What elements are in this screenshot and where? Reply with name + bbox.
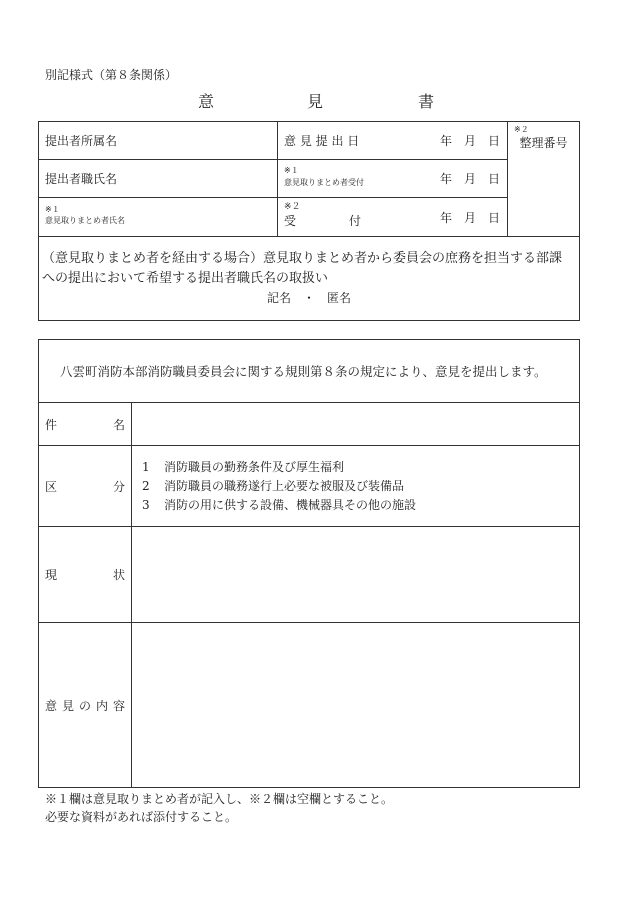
submission-date-cell (278, 122, 508, 160)
opinion-table (38, 339, 580, 788)
subject-label (39, 403, 132, 446)
day-unit: 日 (488, 134, 501, 148)
form-style-label: 別記様式（第８条関係） (45, 68, 178, 82)
reference-number-cell (508, 122, 579, 237)
affiliation-cell (39, 122, 278, 160)
compiler-receipt-label: 意見取りまとめ者受付 (284, 178, 364, 187)
opinion-content-field (132, 623, 579, 787)
year-unit: 年 (440, 134, 453, 148)
title-char-1: 意 (198, 92, 215, 111)
opinion-content-label-char: 見 (61, 698, 74, 713)
reference-mark: ※２ (514, 125, 529, 134)
opinion-content-label-char: の (78, 698, 91, 713)
opinion-content-label-char: 意 (45, 698, 58, 713)
current-status-field (132, 527, 579, 623)
title-name-label: 提出者職氏名 (45, 172, 118, 186)
compiler-receipt-cell (278, 160, 508, 198)
year-unit: 年 (440, 172, 453, 186)
title-name-cell (39, 160, 278, 198)
footnote: 必要な資料があれば添付すること。 (45, 810, 238, 824)
intro-text: 八雲町消防本部消防職員委員会に関する規則第８条の規定により、意見を提出します。 (60, 364, 547, 379)
category-option (142, 496, 579, 515)
category-option-text: 消防の用に供する設備、機械器具その他の施設 (164, 497, 417, 512)
intro-cell (39, 340, 579, 403)
category-label-char: 区 (45, 479, 58, 494)
handling-note: （意見取りまとめ者を経由する場合）意見取りまとめ者から委員会の庶務を担当する部課への提出において希望する提出者職氏名の取扱い (42, 251, 563, 286)
month-unit: 月 (464, 172, 477, 186)
category-option-number: 3 (142, 497, 150, 512)
month-unit: 月 (464, 210, 477, 225)
handling-options: 記名 ・ 匿名 (266, 291, 351, 305)
footnote: ※１欄は意見取りまとめ者が記入し、※２欄は空欄とすること。 (45, 792, 394, 806)
submission-date-label: 意 見 提 出 日 (284, 134, 360, 148)
date-units (440, 198, 500, 236)
opinion-content-label (39, 623, 132, 787)
compiler-name-mark: ※１ (45, 205, 60, 214)
date-units (440, 122, 500, 159)
current-status-label-char: 現 (45, 568, 58, 582)
title-char-3: 書 (418, 92, 435, 111)
receipt-char-1: 受 (284, 214, 297, 228)
compiler-name-label: 意見取りまとめ者氏名 (45, 216, 125, 225)
handling-cell (39, 237, 579, 320)
category-field (132, 446, 579, 527)
subject-field (132, 403, 579, 446)
current-status-label (39, 527, 132, 623)
month-unit: 月 (464, 134, 477, 148)
reference-number-label: 整理番号 (519, 136, 568, 150)
category-option-text: 消防職員の職務遂行上必要な被服及び装備品 (164, 478, 405, 493)
footnotes (45, 790, 393, 826)
opinion-content-label-char: 容 (112, 698, 125, 713)
current-status-label-char: 状 (112, 568, 125, 582)
compiler-receipt-mark: ※１ (284, 166, 299, 175)
category-option (142, 458, 579, 477)
category-option-text: 消防職員の勤務条件及び厚生福利 (164, 459, 345, 474)
subject-label-char: 件 (45, 417, 58, 432)
category-label-char: 分 (112, 479, 125, 494)
receipt-mark: ※２ (284, 202, 301, 212)
category-option-number: 1 (142, 459, 150, 474)
affiliation-label: 提出者所属名 (45, 134, 118, 148)
receipt-cell (278, 198, 508, 237)
title-char-2: 見 (307, 92, 324, 111)
subject-label-char: 名 (112, 417, 125, 432)
category-label (39, 446, 132, 527)
receipt-char-2: 付 (349, 214, 362, 228)
category-option-number: 2 (142, 478, 150, 493)
date-units (440, 160, 500, 197)
year-unit: 年 (440, 210, 453, 225)
compiler-name-cell (39, 198, 278, 237)
day-unit: 日 (488, 210, 501, 225)
opinion-content-label-char: 内 (95, 698, 108, 713)
day-unit: 日 (488, 172, 501, 186)
submission-table (38, 121, 580, 321)
category-option (142, 477, 579, 496)
